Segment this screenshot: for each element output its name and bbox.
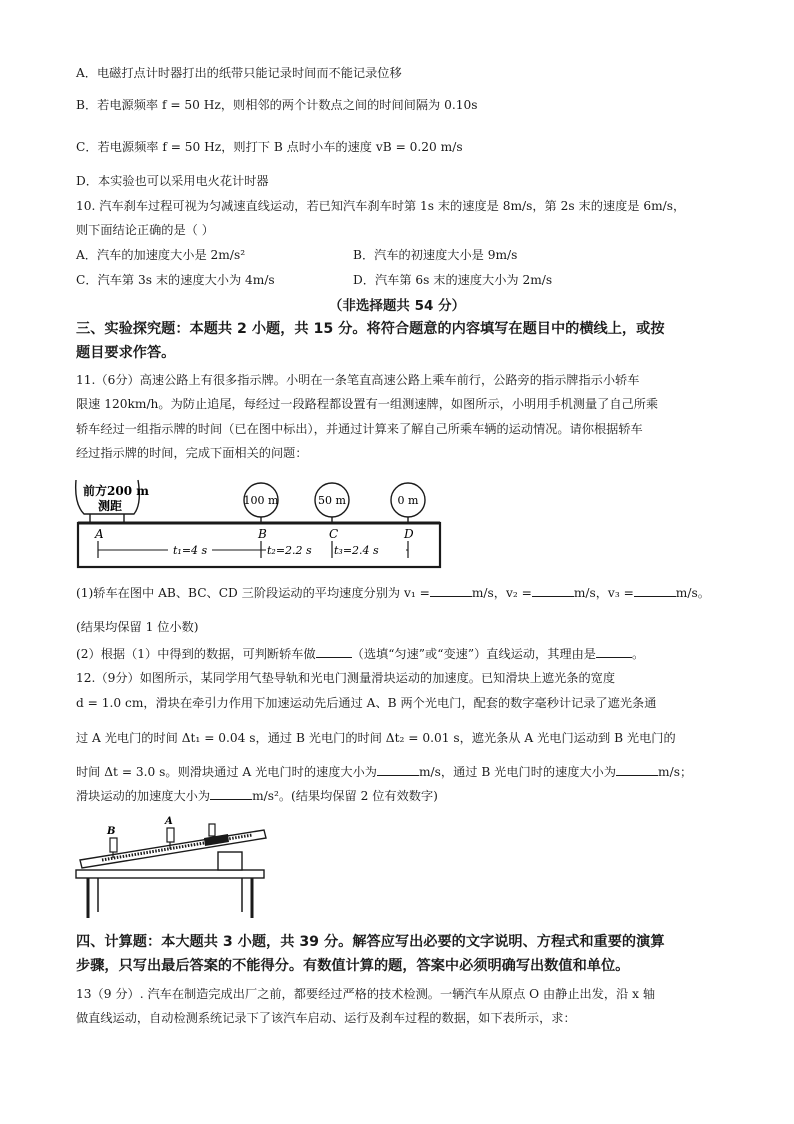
q9-option-c: C．若电源频率 f = 50 Hz，则打下 B 点时小车的速度 vB = 0.20 m/s — [76, 140, 463, 154]
q11-sub2-prompt: (2）根据（1）中得到的数据，可判断轿车做 — [76, 647, 316, 661]
answer-blank-motion-type[interactable] — [316, 645, 352, 658]
front-sign-icon — [76, 480, 150, 523]
q11-unit-v3: m/s，v₃ = — [573, 586, 634, 600]
photogate-b-icon — [106, 826, 117, 858]
q12-line4-prompt: 时间 Δt = 3.0 s。则滑块通过 A 光电门时的速度大小为 — [76, 765, 377, 779]
q9-option-b: B．若电源频率 f = 50 Hz，则相邻的两个计数点之间的时间间隔为 0.10s — [76, 98, 478, 112]
answer-blank-va[interactable] — [377, 763, 419, 776]
front-sign-line1: 前方200 m — [83, 484, 149, 498]
q11-sub1-note: (结果均保留 1 位小数) — [76, 620, 199, 634]
answer-blank-v3[interactable] — [634, 584, 676, 597]
answer-blank-v2[interactable] — [532, 584, 574, 597]
light-shield-strip — [209, 824, 215, 836]
q12-line5-prompt: 滑块运动的加速度大小为 — [76, 789, 211, 803]
q11-stem-line4: 经过指示牌的时间，完成下面相关的问题： — [76, 446, 308, 460]
q11-sub2-mid: （选填“匀速”或“变速”）直线运动，其理由是 — [351, 647, 596, 661]
q10-option-d: D．汽车第 6s 末的速度大小为 2m/s — [353, 273, 553, 287]
q10-stem-line1: 10. 汽车刹车过程可视为匀减速直线运动，若已知汽车刹车时第 1s 末的速度是 8m/s，第 2s 末的速度是 6m/s， — [76, 199, 686, 213]
q9-option-d: D．本实验也可以采用电火花计时器 — [76, 174, 269, 188]
nonselect-header: （非选择题共 54 分） — [328, 298, 466, 314]
q11-sub1-prompt: (1)轿车在图中 AB、BC、CD 三阶段运动的平均速度分别为 v₁ = — [76, 586, 430, 600]
q9-option-a: A．电磁打点计时器打出的纸带只能记录时间而不能记录位移 — [76, 66, 402, 80]
q12-line4-mid: m/s，通过 B 光电门时的速度大小为 — [418, 765, 617, 779]
air-track-figure — [72, 812, 272, 922]
section3-heading-line2: 题目要求作答。 — [76, 345, 176, 361]
q11-sub1 — [76, 584, 764, 602]
q11-unit-end: m/s。 — [675, 586, 710, 600]
q12-stem-line5 — [76, 787, 764, 805]
time-t2-label: t₂=2.2 s — [267, 544, 312, 557]
q11-sub2 — [76, 645, 764, 663]
front-sign-line2: 测距 — [98, 499, 123, 513]
sign-0m — [391, 483, 425, 523]
section4-heading-line1: 四、计算题：本大题共 3 小题，共 39 分。解答应写出必要的文字说明、方程式和重要的演算 — [76, 934, 665, 950]
support-block — [218, 852, 242, 870]
q10-options-row2 — [76, 271, 764, 289]
point-b-label: B — [258, 527, 267, 541]
q12-stem-line3: 过 A 光电门的时间 Δt₁ = 0.04 s，通过 B 光电门的时间 Δt₂ = 0.01 s，遮光条从 A 光电门运动到 B 光电门的 — [76, 731, 676, 745]
answer-blank-v1[interactable] — [430, 584, 472, 597]
q10-option-b: B．汽车的初速度大小是 9m/s — [353, 248, 518, 262]
speed-sign-figure — [70, 474, 450, 574]
answer-blank-vb[interactable] — [616, 763, 658, 776]
q13-stem-line1: 13（9 分）. 汽车在制造完成出厂之前，都要经过严格的技术检测。一辆汽车从原点 O 由静止出发，沿 x 轴 — [76, 987, 656, 1001]
sign-100m — [244, 483, 279, 523]
table-top — [76, 870, 264, 878]
sign-50m — [315, 483, 349, 523]
time-t1-label: t₁=4 s — [173, 544, 208, 557]
section3-heading-line1: 三、实验探究题：本题共 2 小题，共 15 分。将符合题意的内容填写在题目中的横线上，或按 — [76, 321, 665, 337]
answer-blank-acceleration[interactable] — [210, 787, 252, 800]
section4-heading-line2: 步骤，只写出最后答案的不能得分。有数值计算的题，答案中必须明确写出数值和单位。 — [76, 958, 630, 974]
q12-stem-line2: d = 1.0 cm，滑块在牵引力作用下加速运动先后通过 A、B 两个光电门，配套的数字毫秒计记录了遮光条通 — [76, 696, 657, 710]
point-c-label: C — [329, 527, 339, 541]
q12-line4-end: m/s； — [658, 765, 693, 779]
photogate-a-icon — [164, 816, 174, 849]
q10-option-c: C．汽车第 3s 末的速度大小为 4m/s — [76, 273, 275, 287]
sign-50m-label: 50 m — [318, 494, 346, 507]
q13-stem-line2: 做直线运动，自动检测系统记录下了该汽车启动、运行及刹车过程的数据，如下表所示，求： — [76, 1011, 576, 1025]
q11-stem-line1: 11.（6分）高速公路上有很多指示牌。小明在一条笔直高速公路上乘车前行，公路旁的指示牌指示小轿车 — [76, 373, 640, 387]
point-a-label: A — [95, 527, 104, 541]
photogate-b-label: B — [107, 826, 116, 837]
point-d-label: D — [404, 527, 414, 541]
q12-stem-line1: 12.（9分）如图所示，某同学用气垫导轨和光电门测量滑块运动的加速度。已知滑块上遮光条的宽度 — [76, 671, 616, 685]
sign-0m-label: 0 m — [397, 494, 419, 507]
q10-option-a: A．汽车的加速度大小是 2m/s² — [76, 248, 246, 262]
q10-stem-line2: 则下面结论正确的是（ ） — [76, 223, 214, 237]
q12-stem-line4 — [76, 763, 764, 781]
q11-sub2-end: 。 — [631, 647, 645, 661]
sign-100m-label: 100 m — [243, 494, 279, 507]
q11-unit-v2: m/s，v₂ = — [471, 586, 532, 600]
photogate-a-label: A — [165, 816, 173, 827]
q10-options-row1 — [76, 246, 764, 264]
q11-stem-line3: 轿车经过一组指示牌的时间（已在图中标出），并通过计算来了解自己所乘车辆的运动情况。请你根据轿车 — [76, 422, 643, 436]
q12-line5-end: m/s²。(结果均保留 2 位有效数字) — [252, 789, 438, 803]
answer-blank-reason[interactable] — [596, 645, 632, 658]
q11-stem-line2: 限速 120km/h。为防止追尾，每经过一段路程都设置有一组测速牌，如图所示，小明用手机测量了自己所乘 — [76, 397, 659, 411]
time-t3-label: t₃=2.4 s — [334, 544, 379, 557]
